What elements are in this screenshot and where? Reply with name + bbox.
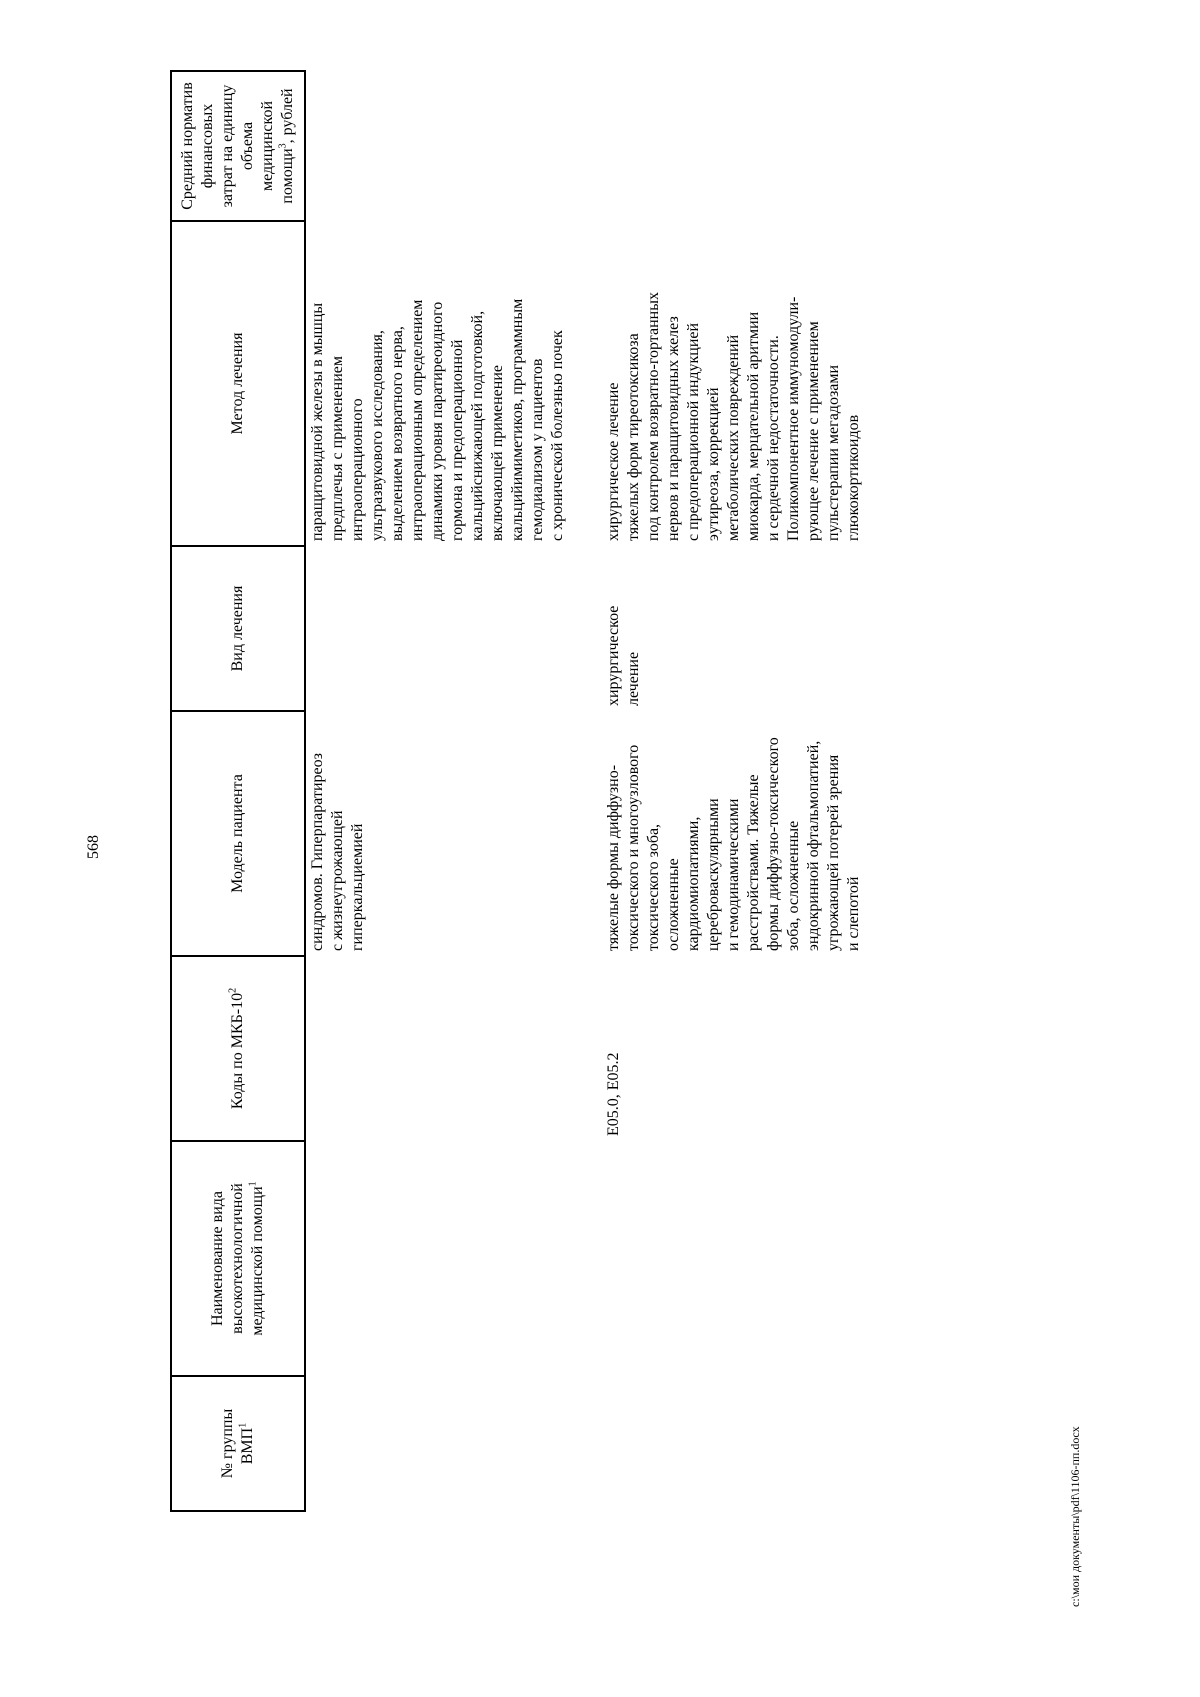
header-vmp-name (171, 1141, 305, 1376)
footer-file-path: c:\мои документы\pdf\1106-пп.docx (1068, 1426, 1082, 1607)
header-group-number-text: № группы ВМП$^1$ (219, 1408, 256, 1479)
cell-patient-model: синдромов. Гиперпаратиреоз с жизнеугрожающей гиперкальциемией (309, 753, 366, 951)
header-vmp-name-text: Наименование вида высокотехнологичной медицинской помощи$^1$ (209, 1181, 266, 1336)
cell-average-cost (305, 71, 598, 221)
cell-group-number (305, 1376, 598, 1511)
header-icd-codes: Коды по МКБ-$10^2$ (171, 956, 305, 1141)
cell-treatment-method: хирургическое лечение тяжелых форм тиреотоксикоза под контролем возвратно-гортанных нервов и паращитовидных желез с предоперационной индукцией эутиреоза, коррекцией метаболических повреждений миокарда, мерцательной аритмии и сердечной недостаточности. Поликомпонентное иммуномодули- рующее лечение с применением пульстерапии мегадозами глюкокортикоидов (605, 292, 862, 541)
cell-treatment-type (305, 546, 598, 711)
cell-average-cost (598, 71, 866, 221)
cell-group-number (598, 1376, 866, 1511)
cell-treatment-method: паращитовидной железы в мышцы предплечья с применением интраоперационного ультразвукового исследования, выделением возвратного нерва, интраоперационным определением динамики уровня паратиреоидного гормона и предоперационной кальцийснижающей подготовкой, включающей применение кальцийимиметиков, программным гемодиализом у пациентов с хронической болезнью почек (309, 298, 566, 541)
table-header-row (171, 71, 305, 1511)
cell-icd-codes (305, 956, 598, 1141)
header-treatment-method: Метод лечения (171, 221, 305, 546)
header-treatment-type: Вид лечения (171, 546, 305, 711)
cell-treatment-type: хирургическое лечение (605, 605, 642, 706)
header-average-cost-text: Средний норматив финансовых затрат на единицу объема медицинской помощи$^3$, рублей (179, 82, 296, 210)
header-group-number (171, 1376, 305, 1511)
cell-vmp-name (305, 1141, 598, 1376)
cell-vmp-name (598, 1141, 866, 1376)
table-row (598, 71, 866, 1511)
header-average-cost (171, 71, 305, 221)
header-patient-model: Модель пациента (171, 711, 305, 956)
table-row (305, 71, 598, 1511)
cell-icd-codes: E05.0, E05.2 (605, 1052, 622, 1136)
page-number: 568 (85, 835, 102, 859)
vmp-table (170, 70, 866, 1512)
cell-patient-model: тяжелые формы диффузно- токсического и многоузлового токсического зоба, осложненные кардиомиопатиями, цереброваскулярными и гемодинамическими расстройствами. Тяжелые формы диффузно-токсического зоба, осложненные эндокринной офтальмопатией, угрожающей потерей зрения и слепотой (605, 737, 862, 951)
